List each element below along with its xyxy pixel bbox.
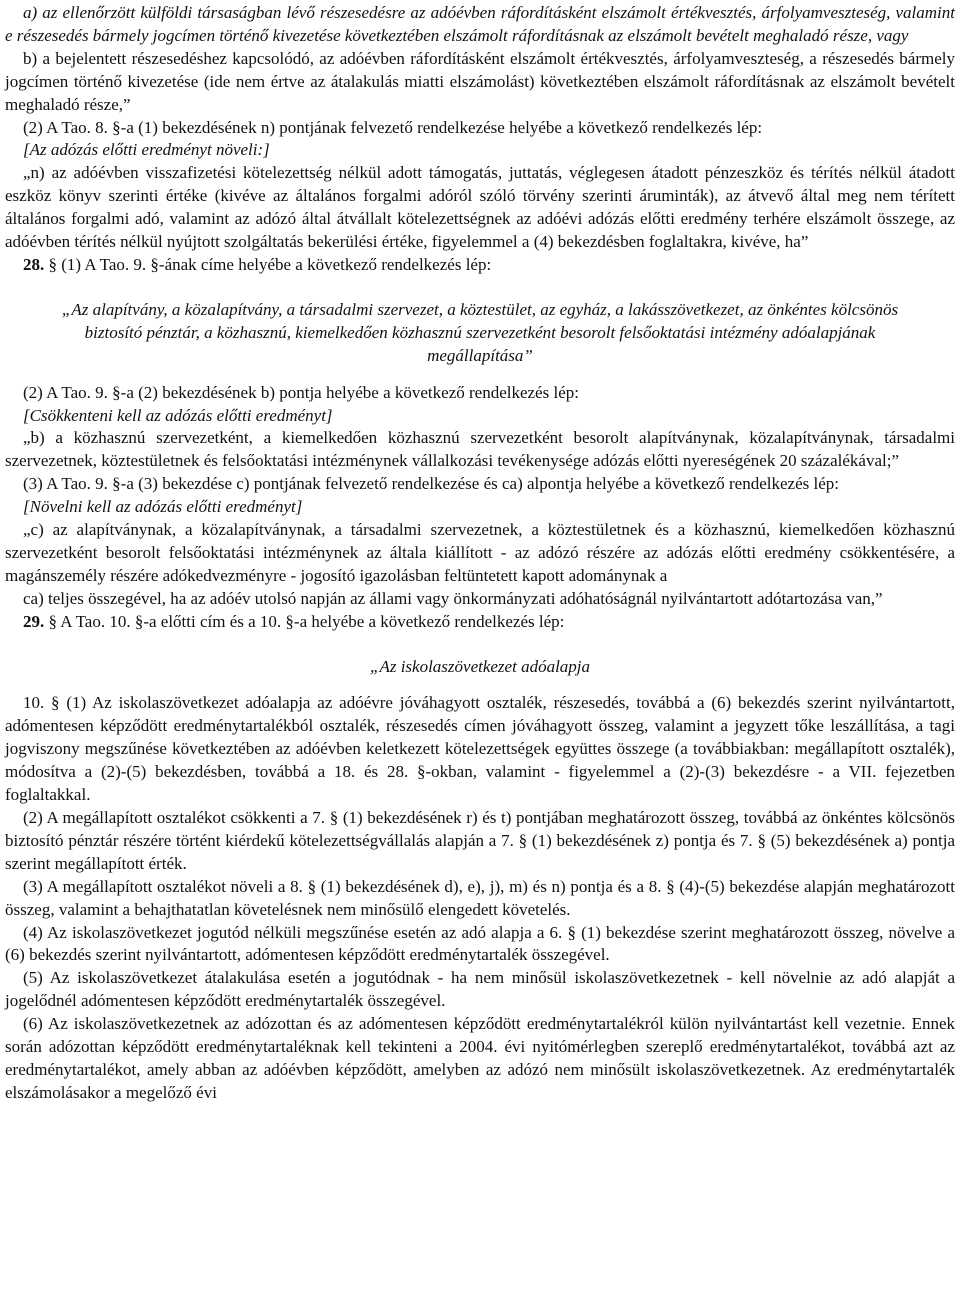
section-10-paragraph-5: (5) Az iskolaszövetkezet átalakulása esetén a jogutódnak - ha nem minősül iskolaszövetkezetnek - kell növelnie az adó alapját a jogelődnél adómentesen képződött eredménytartalék összegével. [5, 968, 955, 1011]
bracket-note-1: [Az adózás előtti eredményt növeli:] [23, 140, 270, 160]
section-10-paragraph-6: (6) Az iskolaszövetkezetnek az adózottan és az adómentesen képződött eredménytartalékról külön nyilvántartást kell vezetnie. Ennek során adózottan képződött eredménytartaléknak kell tekinteni a 2004. évi nyitómérlegben szereplő eredménytartalékot, továbbá azt az eredménytartalékot, amely abban az adóévben képződött, amelyben az adózó nem minősült iskolaszövetkezetnek. Az eredménytartalék elszámolásakor a megelőző évi [5, 1014, 955, 1102]
bracket-note-2: [Csökkenteni kell az adózás előtti eredményt] [23, 405, 333, 425]
section-29 [5, 611, 955, 634]
spacer [5, 368, 955, 382]
section-28 [5, 254, 955, 277]
paragraph-ca: ca) teljes összegével, ha az adóév utolsó napján az állami vagy önkormányzati adóhatóságnál nyilvántartott adótartozása van,” [23, 588, 883, 608]
section-10-paragraph-1: 10. § (1) Az iskolaszövetkezet adóalapja az adóévre jóváhagyott osztalék, részesedés, továbbá a (6) bekezdés szerint nyilvántartott, adómentesen képződött eredménytartalékból osztalék, részesedés címen jóváhagyott összeg, valamint a jegyzett tőke leszállítása, a tagi jogviszony megszűnése következtében az adóévben keletkezett kötelezettségek együttes összege (a továbbiakban: megállapított osztalék), módosítva a (2)-(5) bekezdésben, továbbá a 18. és 28. §-okban, valamint - figyelemmel a (2)-(3) bekezdésre - a VII. fejezetben foglaltakkal. [5, 693, 955, 805]
paragraph-b: b) a bejelentett részesedéshez kapcsolódó, az adóévben ráfordításként elszámolt értékvesztés, árfolyamveszteség, a részesedés bármely jogcímen történő kivezetése (ide nem értve az átalakulás miatti elszámolást) következtében elszámolt ráfordításnak az elszámolt bevételt meghaladó része,” [5, 48, 955, 114]
paragraph-n: „n) az adóévben visszafizetési kötelezettség nélkül adott támogatás, juttatás, véglegesen átadott pénzeszköz és térítés nélkül átadott eszköz könyv szerinti értéke (kivéve az általános forgalmi adóról szóló törvény szerinti áruminták), az átvevő által meg nem térített általános forgalmi adó, valamint az adózó által átvállalt kötelezettségnek az adóévi adózás előtti eredmény terhére elszámolt összege, az adóévben térítés nélkül nyújtott szolgáltatás bekerülési értéke, figyelemmel a (4) bekezdésben foglaltakra, kivéve, ha” [5, 163, 955, 252]
paragraph-c: „c) az alapítványnak, a közalapítványnak, a társadalmi szervezetnek, a köztestületnek és a közhasznú, kiemelkedően közhasznú szervezetként besorolt felsőoktatási intézménynek az általa kiállított - az adózó részére az adózás előtti eredmény csökkentésére, a magánszemély részére adókedvezményre - jogosító igazolásban feltüntetett kapott adománynak a [5, 520, 955, 585]
section-9-title: „Az alapítvány, a közalapítvány, a társadalmi szervezet, a köztestület, az egyház, a lakásszövetkezet, az önkéntes kölcsönös biztosító pénztár, a közhasznú, kiemelkedően közhasznú szervezetként besorolt felsőoktatási intézmény adóalapjának megállapítása” [61, 299, 899, 365]
paragraph-a: a) az ellenőrzött külföldi társaságban lévő részesedésre az adóévben ráfordításként elszámolt értékvesztés, árfolyamveszteség, valamint e részesedés bármely jogcímen történő kivezetése következtében elszámolt ráfordításnak az elszámolt bevételt meghaladó része, vagy [5, 3, 955, 45]
amendment-2-tao-9: (2) A Tao. 9. §-a (2) bekezdésének b) pontja helyébe a következő rendelkezés lép: [23, 382, 579, 402]
amendment-3-tao-9: (3) A Tao. 9. §-a (3) bekezdése c) pontjának felvezető rendelkezése és ca) alpontja helyébe a következő rendelkezés lép: [23, 474, 839, 494]
section-29-number: 29. [23, 611, 45, 631]
spacer [5, 277, 955, 299]
amendment-2-tao-8: (2) A Tao. 8. §-a (1) bekezdésének n) pontjának felvezető rendelkezése helyébe a következő rendelkezés lép: [23, 117, 763, 137]
bracket-note-3: [Növelni kell az adózás előtti eredményt] [23, 497, 303, 517]
spacer [5, 634, 955, 656]
section-28-text: § (1) A Tao. 9. §-ának címe helyébe a következő rendelkezés lép: [48, 254, 492, 274]
paragraph-b2: „b) a közhasznú szervezetként, a kiemelkedően közhasznú szervezetként besorolt alapítványnak, közalapítványnak, társadalmi szervezetnek, köztestületnek és felsőoktatási intézménynek vállalkozási tevékenysége adózás előtti nyereségének 20 százalékával;” [5, 428, 955, 471]
section-10-paragraph-3: (3) A megállapított osztalékot növeli a 8. § (1) bekezdésének d), e), j), m) és n) pontja és a 8. § (4)-(5) bekezdése alapján meghatározott összeg, valamint a behajthatatlan követelésnek nem minősülő elengedett követelés. [5, 876, 955, 919]
section-28-number: 28. [23, 254, 45, 274]
section-10-paragraph-2: (2) A megállapított osztalékot csökkenti a 7. § (1) bekezdésének r) és t) pontjában meghatározott összeg, továbbá az önkéntes kölcsönös biztosító pénztár részére történt kiérdekű kötelezettségvállalás alapján a 7. § (1) bekezdésének z) pontja és 7. § (5) bekezdésének a) pontja szerint megállapított érték. [5, 808, 955, 873]
spacer [5, 678, 955, 692]
section-29-text: § A Tao. 10. §-a előtti cím és a 10. §-a helyébe a következő rendelkezés lép: [48, 611, 565, 631]
section-10-paragraph-4: (4) Az iskolaszövetkezet jogutód nélküli megszűnése esetén az adó alapja a 6. § (1) bekezdése szerint meghatározott összeg, növelve a (6) bekezdés szerint nyilvántartott, adómentesen képződött eredménytartalék összegével. [5, 922, 955, 965]
section-10-title: „Az iskolaszövetkezet adóalapja [369, 656, 591, 676]
